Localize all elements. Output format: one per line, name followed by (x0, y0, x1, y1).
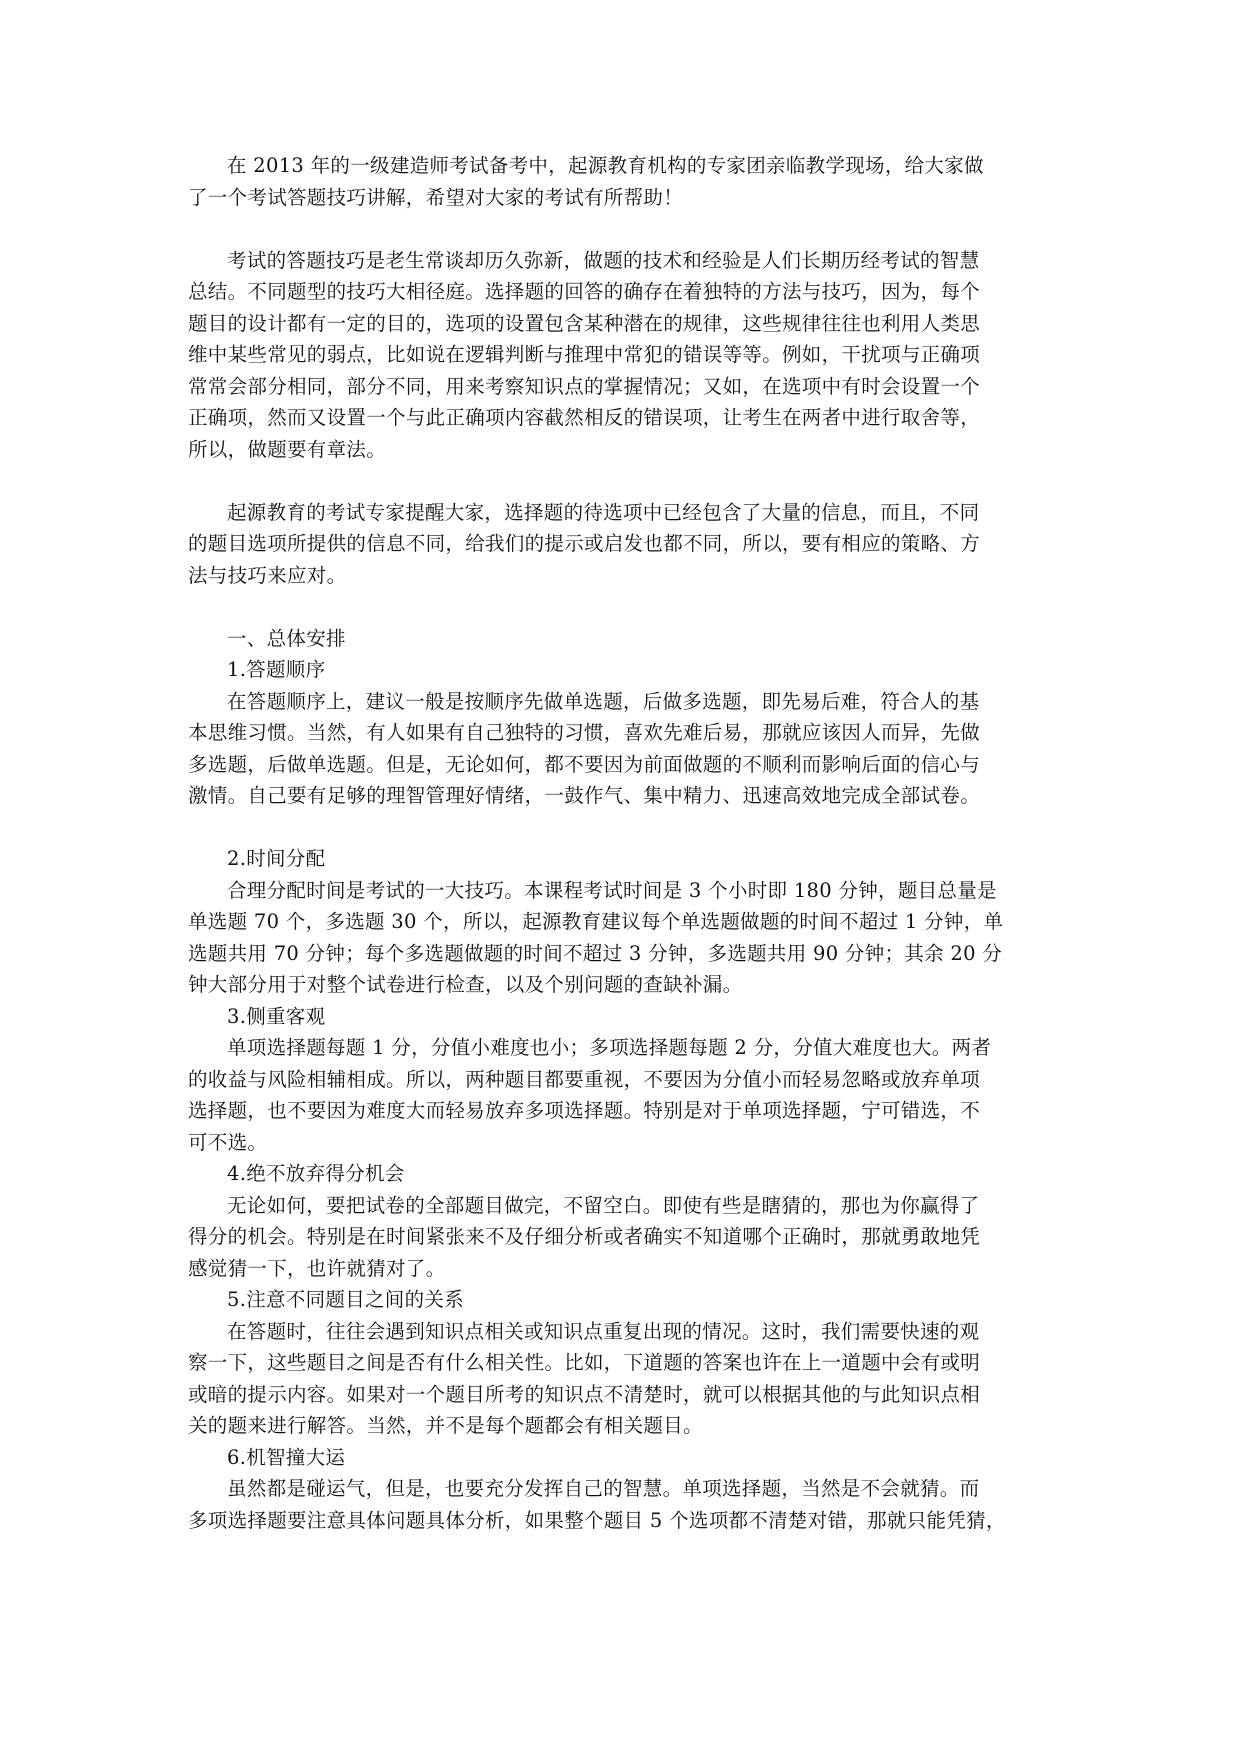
item-text-question-relations: 在答题时，往往会遇到知识点相关或知识点重复出现的情况。这时，我们需要快速的观 察一下，这些题目之间是否有什么相关性。比如，下道题的答案也许在上一道题中会有或明 或暗的提示内容。如果对一个题目所考的知识点不清楚时，就可以根据其他的与此知识点相 关的题来进行解答。当然，并不是每个题都会有相关题目。 (188, 1319, 981, 1437)
item-heading-smart-guessing: 6.机智撞大运 (227, 1445, 346, 1469)
reminder-paragraph: 起源教育的考试专家提醒大家，选择题的待选项中已经包含了大量的信息，而且，不同 的题目选项所提供的信息不同，给我们的提示或启发也都不同，所以，要有相应的策略、方 法与技巧来应对。 (188, 500, 981, 587)
section-title: 一、总体安排 (227, 626, 346, 650)
intro-paragraph: 在 2013 年的一级建造师考试备考中，起源教育机构的专家团亲临教学现场，给大家做 了一个考试答题技巧讲解，希望对大家的考试有所帮助！ (188, 154, 984, 209)
skills-paragraph: 考试的答题技巧是老生常谈却历久弥新，做题的技术和经验是人们长期历经考试的智慧 总结。不同题型的技巧大相径庭。选择题的回答的确存在着独特的方法与技巧，因为，每个 题目的设计都有一定的目的，选项的设置包含某种潜在的规律，这些规律往往也利用人类思 维中某些常见的弱点，比如说在逻辑判断与推理中常犯的错误等等。例如，干扰项与正确项 常常会部分相同，部分不同，用来考察知识点的掌握情况；又如，在选项中有时会设置一个 正确项，然而又设置一个与此正确项内容截然相反的错误项，让考生在两者中进行取舍等， 所以，做题要有章法。 (188, 248, 981, 461)
item-text-objective-focus: 单项选择题每题 1 分，分值小难度也小；多项选择题每题 2 分，分值大难度也大。两者 的收益与风险相辅相成。所以，两种题目都要重视，不要因为分值小而轻易忽略或放弃单项 选择题，也不要因为难度大而轻易放弃多项选择题。特别是对于单项选择题，宁可错选，不 可不选。 (188, 1036, 992, 1154)
item-text-time-allocation: 合理分配时间是考试的一大技巧。本课程考试时间是 3 个小时即 180 分钟，题目总量是 单选题 70 个，多选题 30 个，所以，起源教育建议每个单选题做题的时间不超过 1 分钟，单 选题共用 70 分钟；每个多选题做题的时间不超过 3 分钟，多选题共用 90 分钟；其余 20 分 钟大部分用于对整个试卷进行检查，以及个别问题的查缺补漏。 (188, 878, 1004, 996)
item-text-never-give-up: 无论如何，要把试卷的全部题目做完，不留空白。即使有些是瞎猜的，那也为你赢得了 得分的机会。特别是在时间紧张来不及仔细分析或者确实不知道哪个正确时，那就勇敢地凭 感觉猜一下，也许就猜对了。 (188, 1193, 981, 1280)
item-text-answer-order: 在答题顺序上，建议一般是按顺序先做单选题，后做多选题，即先易后难，符合人的基 本思维习惯。当然，有人如果有自己独特的习惯，喜欢先难后易，那就应该因人而异，先做 多选题，后做单选题。但是，无论如何，都不要因为前面做题的不顺利而影响后面的信心与 激情。自己要有足够的理智管理好情绪，一鼓作气、集中精力、迅速高效地完成全部试卷。 (188, 689, 981, 807)
document-body (188, 150, 1056, 1536)
item-heading-time-allocation: 2.时间分配 (227, 847, 326, 870)
item-heading-never-give-up: 4.绝不放弃得分机会 (227, 1162, 405, 1185)
item-heading-answer-order: 1.答题顺序 (227, 658, 326, 681)
item-text-smart-guessing: 虽然都是碰运气，但是，也要充分发挥自己的智慧。单项选择题，当然是不会就猜。而 多项选择题要注意具体问题具体分析，如果整个题目 5 个选项都不清楚对错，那就只能凭猜， (188, 1477, 1006, 1532)
item-heading-objective-focus: 3.侧重客观 (227, 1004, 326, 1028)
item-heading-question-relations: 5.注意不同题目之间的关系 (227, 1288, 465, 1311)
